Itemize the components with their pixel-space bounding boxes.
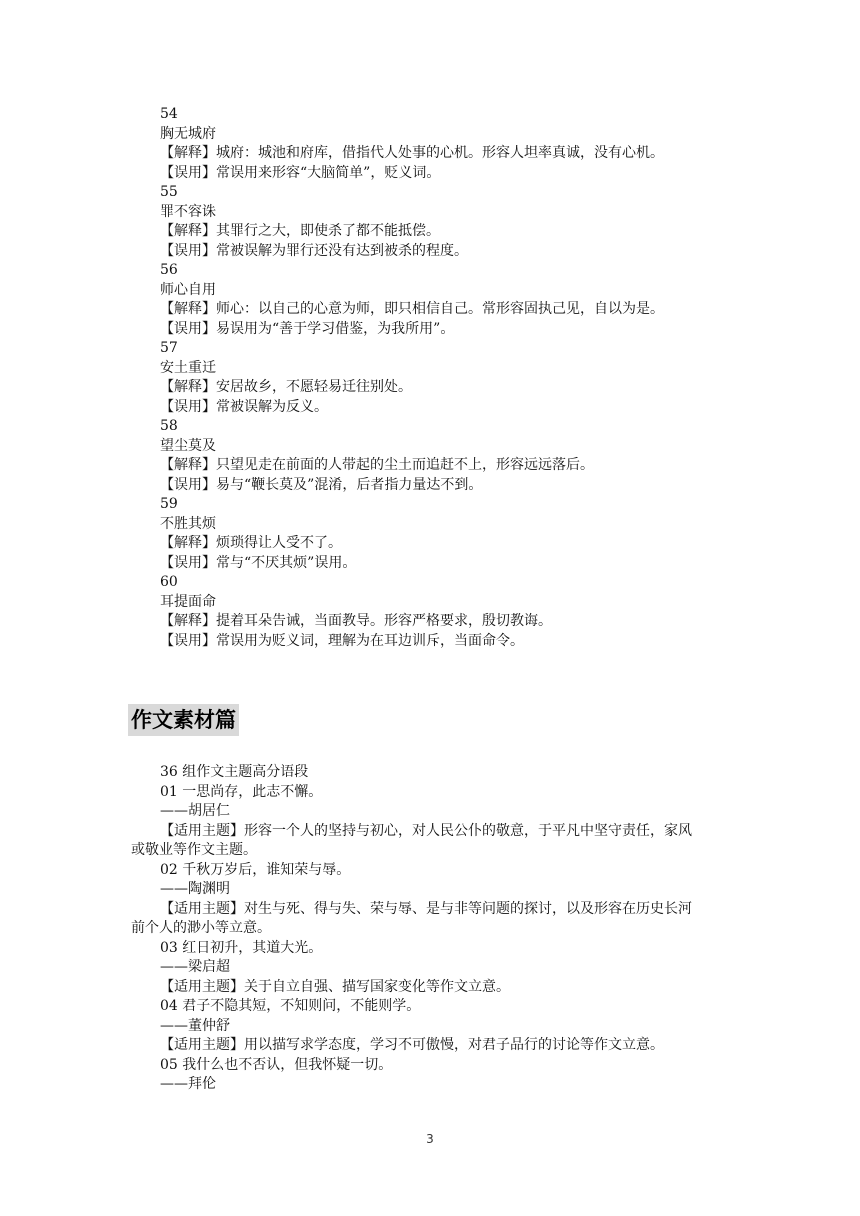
idiom-explanation: 【解释】师心：以自己的心意为师，即只相信自己。常形容固执己见，自以为是。 [160,301,664,317]
quote-author: ——胡居仁 [160,803,230,819]
idiom-term: 师心自用 [160,281,216,298]
idiom-number: 54 [160,106,178,122]
quote-author: ——董仲舒 [160,1017,230,1034]
idiom-entry [160,495,720,573]
quote-text: 02 千秋万岁后，谁知荣与辱。 [160,861,351,878]
idiom-entry [160,417,720,495]
idiom-entry [160,573,720,651]
idiom-explanation: 【解释】提着耳朵告诫，当面教导。形容严格要求，殷切教诲。 [160,613,552,629]
quote-text: 01 一思尚存，此志不懈。 [160,783,323,800]
essay-material [131,763,731,1095]
theme-text-continued: 或敬业等作文主题。 [131,842,257,858]
quote-author: ——梁启超 [160,959,230,975]
quote-text: 03 红日初升，其道大光。 [160,939,323,956]
quote-block [131,861,731,939]
theme-text: 【适用主题】形容一个人的坚持与初心，对人民公仆的敬意，于平凡中坚守责任，家风 [160,822,692,839]
idiom-term: 胸无城府 [160,125,216,142]
idiom-number: 55 [160,184,178,200]
idiom-misuse: 【误用】常误用来形容“大脑简单”，贬义词。 [160,164,441,181]
idiom-list [160,105,720,651]
quote-block [131,939,731,998]
idiom-explanation: 【解释】安居故乡，不愿轻易迁往别处。 [160,379,412,395]
idiom-entry [160,105,720,183]
idiom-explanation: 【解释】其罪行之大，即使杀了都不能抵偿。 [160,223,440,239]
idiom-misuse: 【误用】易与“鞭长莫及”混淆，后者指力量达不到。 [160,476,483,493]
idiom-entry [160,183,720,261]
idiom-number: 59 [160,496,178,512]
quote-author: ——拜伦 [160,1076,216,1092]
theme-text: 【适用主题】关于自立自强、描写国家变化等作文立意。 [160,978,510,995]
idiom-number: 60 [160,574,178,590]
theme-text: 【适用主题】对生与死、得与失、荣与辱、是与非等问题的探讨，以及形容在历史长河 [160,900,692,917]
idiom-explanation: 【解释】只望见走在前面的人带起的尘土而追赶不上，形容远远落后。 [160,457,594,473]
section-heading: 作文素材篇 [128,704,239,736]
idiom-misuse: 【误用】常误用为贬义词，理解为在耳边训斥，当面命令。 [160,632,524,649]
idiom-explanation: 【解释】城府：城池和府库，借指代人处事的心机。形容人坦率真诚，没有心机。 [160,145,664,161]
idiom-entry [160,261,720,339]
idiom-number: 56 [160,262,178,278]
page-number: 3 [426,1132,434,1146]
idiom-misuse: 【误用】常与“不厌其烦”误用。 [160,554,357,571]
idiom-entry [160,339,720,417]
theme-text: 【适用主题】用以描写求学态度，学习不可傲慢，对君子品行的讨论等作文立意。 [160,1037,664,1053]
idiom-term: 不胜其烦 [160,515,216,532]
quote-block [131,783,731,861]
quote-text: 05 我什么也不否认，但我怀疑一切。 [160,1056,393,1073]
idiom-misuse: 【误用】常被误解为反义。 [160,398,328,415]
idiom-misuse: 【误用】易误用为“善于学习借鉴，为我所用”。 [160,320,455,337]
idiom-number: 57 [160,340,178,356]
idiom-term: 耳提面命 [160,593,216,610]
idiom-number: 58 [160,418,178,434]
quote-block [131,1056,731,1095]
quote-text: 04 君子不隐其短，不知则问，不能则学。 [160,998,421,1014]
theme-text-continued: 前个人的渺小等立意。 [131,920,271,936]
essay-intro: 36 组作文主题高分语段 [160,764,309,780]
idiom-misuse: 【误用】常被误解为罪行还没有达到被杀的程度。 [160,242,468,259]
idiom-term: 安土重迁 [160,359,216,376]
quote-author: ——陶渊明 [160,881,230,897]
quote-block [131,997,731,1056]
idiom-term: 罪不容诛 [160,203,216,220]
idiom-term: 望尘莫及 [160,437,216,454]
idiom-explanation: 【解释】烦琐得让人受不了。 [160,535,342,551]
